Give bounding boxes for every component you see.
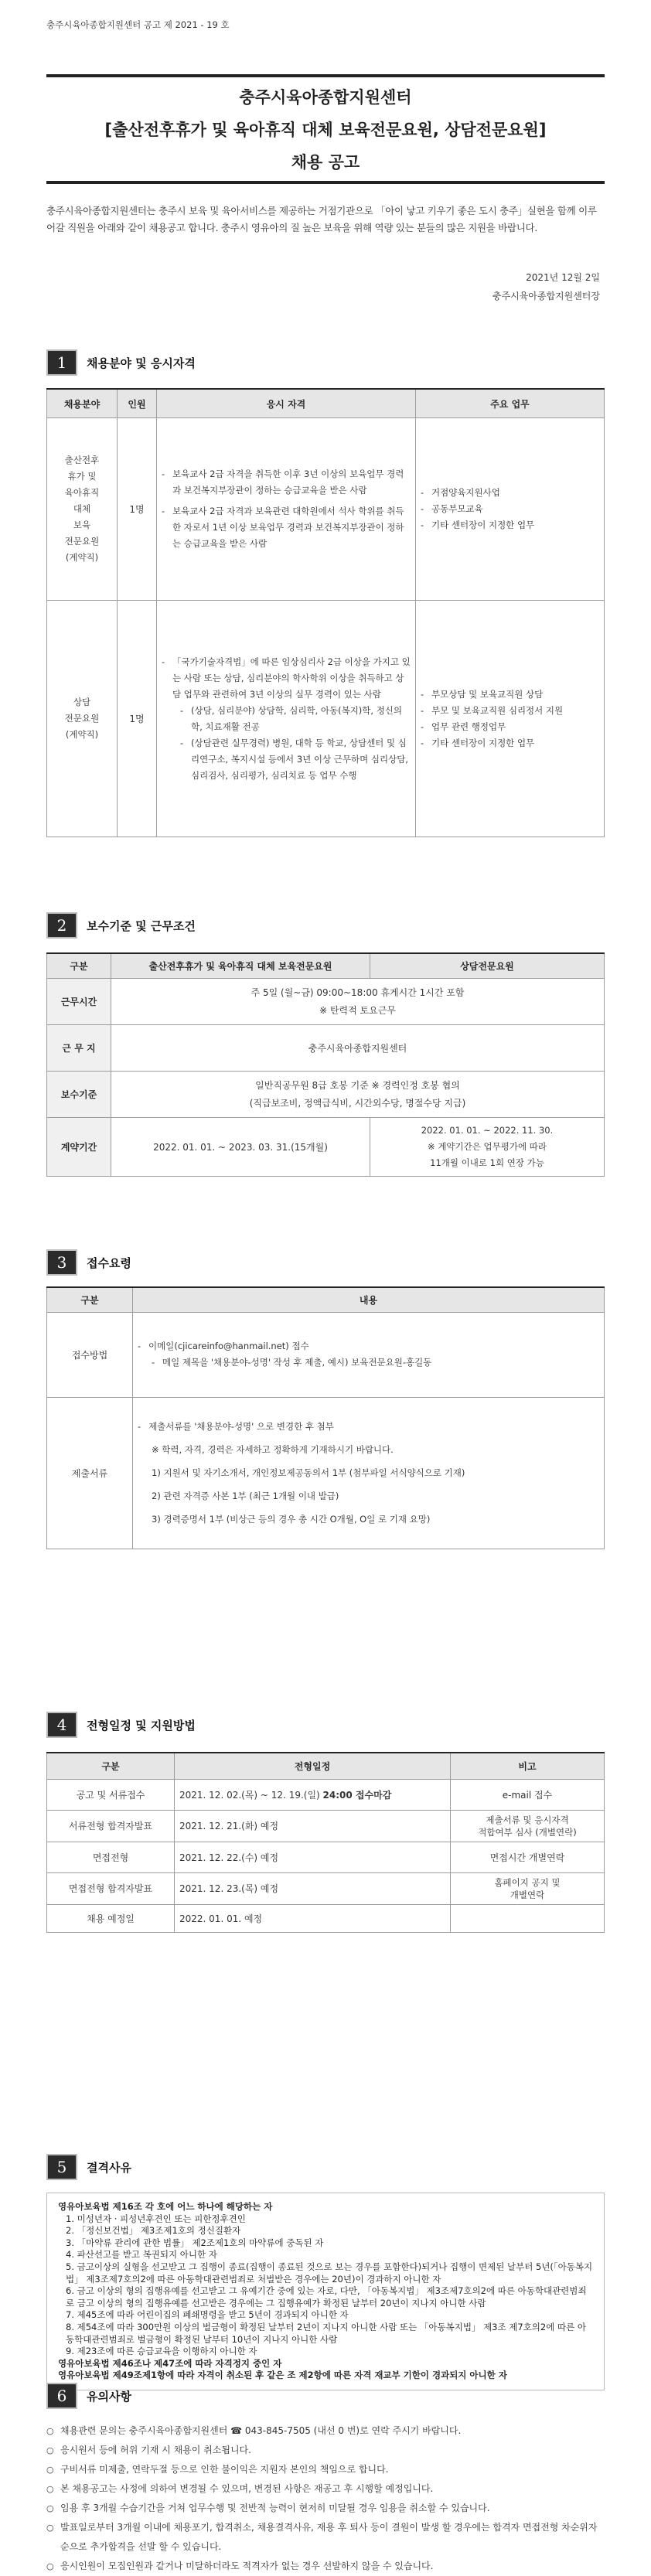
docs-line: - 제출서류를 '채용분야-성명' 으로 변경한 후 첨부 xyxy=(138,1415,599,1438)
reason-item: 8. 제54조에 따라 300만원 이상의 벌금형이 확정된 날부터 2년이 지나지 아니한 사람 또는 「아동복지법」 제3조 제7호의2에 따른 아동학대관련범죄로 벌금형이 확정된 날부터 10년이 지나지 아니한 사람 xyxy=(66,2321,586,2345)
duty-item: - 기타 센터장이 지정한 업무 xyxy=(421,517,599,533)
col-header: 구분 xyxy=(47,953,111,978)
section-5-header xyxy=(46,2154,131,2180)
section-title: 결격사유 xyxy=(87,2160,131,2175)
note-item: ○ 임용 후 3개월 수습기간을 거쳐 업무수행 및 전반적 능력이 현저히 미달될 경우 임용을 취소할 수 있습니다. xyxy=(46,2499,605,2518)
row-label: 근무시간 xyxy=(47,978,111,1024)
reason-item: 6. 금고 이상의 형의 집행유예를 선고받고 그 유예기간 중에 있는 자로, 다만, 「아동복지법」 제3조제7호의2에 따른 아동학대관련범죄로 금고 이상의 형의 집행유예를 선고받은 경우에는 그 집행유예가 확정된 날부터 20년이 지나지 아니한 사람 xyxy=(66,2285,587,2309)
stage-note: 제출서류 및 응시자격 적합여부 심사 (개별연락) xyxy=(451,1810,605,1842)
table-row xyxy=(47,1312,605,1397)
docs-cell xyxy=(133,1397,605,1549)
qualification-item: - (상담, 심리분야) 상담학, 심리학, 아동(복지)학, 정신의학, 치료재활 전공 xyxy=(180,703,411,735)
work-hours-note: ※ 탄력적 토요근무 xyxy=(319,1005,396,1016)
title-line-2: [출산전후휴가 및 육아휴직 대체 보육전문요원, 상담전문요원] xyxy=(104,121,547,139)
period-b-cell xyxy=(370,1117,605,1176)
table-row xyxy=(47,1024,605,1071)
stage-note: 홈페이지 공지 및 개별연락 xyxy=(451,1872,605,1904)
signer: 충주시육아종합지원센터장 xyxy=(492,291,600,302)
note-item: ○ 발표일로부터 3개월 이내에 채용포기, 합격취소, 채용결격사유, 재용 후 퇴사 등이 결원이 발생 할 경우에는 합격자 면접전형 차순위자 순으로 추가합격을 선발 할 수 있습니다. xyxy=(46,2518,605,2557)
stage-note: e-mail 접수 xyxy=(451,1779,605,1810)
qualification-cell xyxy=(157,601,416,837)
work-hours-cell xyxy=(111,978,605,1024)
qualification-item: - 「국가기술자격법」에 따른 임상심리사 2급 이상을 가지고 있는 사람 또는 상담, 심리분야의 학사학위 이상을 취득하고 상담 업무와 관련하여 3년 이상의 실무 경력이 있는 사람 xyxy=(162,654,411,703)
stage-label: 공고 및 서류접수 xyxy=(47,1779,175,1810)
note-item: ○ 응시인원이 모집인원과 같거나 미달하더라도 적격자가 없는 경우 선발하지 않을 수 있습니다. xyxy=(46,2557,605,2576)
table-row xyxy=(47,1842,605,1872)
intro-paragraph: 충주시육아종합지원센터는 충주시 보육 및 육아서비스를 제공하는 거점기관으로 「아이 낳고 키우기 좋은 도시 충주」실현을 함께 이루어갈 직원을 아래와 같이 채용공고 합니다. 충주시 영유아의 질 높은 보육을 위해 역량 있는 분들의 많은 지원을 바랍니다. xyxy=(46,205,597,233)
col-header: 내용 xyxy=(133,1287,605,1312)
table-row xyxy=(47,601,605,837)
section-4-header xyxy=(46,1712,196,1738)
field-name: 출산전후 휴가 및 육아휴직 대체 보육 전문요원 (계약직) xyxy=(47,418,118,601)
section-number: 1 xyxy=(46,349,77,376)
table-row xyxy=(47,1117,605,1176)
section-2-header xyxy=(46,912,196,939)
section-title: 유의사항 xyxy=(87,2389,131,2404)
field-name: 상담 전문요원 (계약직) xyxy=(47,601,118,837)
application-table xyxy=(46,1286,605,1549)
method-cell xyxy=(133,1312,605,1397)
reason-item: 7. 제45조에 따라 어린이집의 폐쇄명령을 받고 5년이 경과되지 아니한 자 xyxy=(66,2309,349,2321)
period-b-note: ※ 계약기간은 업무평가에 따라 xyxy=(428,1140,547,1152)
col-header: 응시 자격 xyxy=(157,389,416,418)
col-header: 상담전문요원 xyxy=(370,953,605,978)
stage-note: 면접시간 개별연락 xyxy=(451,1842,605,1872)
reason-item: 1. 미성년자 · 피성년후견인 또는 피한정후견인 xyxy=(66,2213,246,2224)
duty-item: - 업무 관련 행정업무 xyxy=(421,719,599,735)
title-line-3: 채용 공고 xyxy=(291,153,360,172)
salary-note: (직급보조비, 정액급식비, 시간외수당, 명절수당 지급) xyxy=(249,1098,466,1109)
schedule-deadline: 24:00 접수마감 xyxy=(322,1789,392,1801)
title-line-1: 충주시육아종합지원센터 xyxy=(239,88,412,107)
section-title: 접수요령 xyxy=(87,1256,131,1270)
col-header: 구분 xyxy=(47,1753,175,1779)
section-number: 3 xyxy=(46,1249,77,1276)
stage-label: 서류전형 합격자발표 xyxy=(47,1810,175,1842)
section-6-header xyxy=(46,2383,131,2409)
reason-item: 2. 「정신보건법」 제3조제1호의 정신질환자 xyxy=(66,2225,241,2237)
schedule-date: 2021. 12. 22.(수) 예정 xyxy=(175,1842,451,1872)
row-label: 근 무 지 xyxy=(47,1024,111,1071)
period-b: 2022. 01. 01. ~ 2022. 11. 30. xyxy=(421,1124,554,1136)
section-title: 채용분야 및 응시자격 xyxy=(87,356,196,370)
col-header: 출산전후휴가 및 육아휴직 대체 보육전문요원 xyxy=(111,953,370,978)
col-header: 인원 xyxy=(118,389,157,418)
stage-label: 면접전형 xyxy=(47,1842,175,1872)
docs-item: 1) 지원서 및 자기소개서, 개인정보제공동의서 1부 (첨부파일 서식양식으로 기재) xyxy=(152,1467,465,1478)
col-header: 채용분야 xyxy=(47,389,118,418)
row-label: 제출서류 xyxy=(47,1397,133,1549)
schedule-cell xyxy=(175,1779,451,1810)
qualification-sublist xyxy=(162,703,411,784)
reason-head: 영유아보육법 제16조 각 호에 어느 하나에 해당하는 자 xyxy=(58,2201,273,2212)
reason-tail: 영유아보육법 제46조나 제47조에 따라 자격정지 중인 자 xyxy=(58,2357,282,2369)
note-item: ○ 응시원서 등에 허위 기재 시 채용이 취소됩니다. xyxy=(46,2441,605,2460)
duty-cell xyxy=(416,601,605,837)
work-hours: 주 5일 (월~금) 09:00~18:00 휴게시간 1시간 포함 xyxy=(251,987,465,998)
reason-item: 5. 금고이상의 실형을 선고받고 그 집행이 종료(집행이 종료된 것으로 보는 경우를 포함한다)되거나 집행이 면제된 날부터 5년(「아동복지법」 제3조제7호의2에 따른 아동학대관련범죄로 처벌받은 경우에는 20년)이 경과하지 아니한 자 xyxy=(66,2261,593,2285)
col-header: 주요 업무 xyxy=(416,389,605,418)
reason-tail: 영유아보육법 제49조제1항에 따라 자격이 취소된 후 같은 조 제2항에 따른 자격 재교부 기한이 경과되지 아니한 자 xyxy=(58,2370,507,2381)
col-header: 비고 xyxy=(451,1753,605,1779)
table-row xyxy=(47,1397,605,1549)
row-label: 계약기간 xyxy=(47,1117,111,1176)
col-header: 전형일정 xyxy=(175,1753,451,1779)
salary-table xyxy=(46,952,605,1177)
headcount: 1명 xyxy=(118,418,157,601)
recruit-table xyxy=(46,388,605,837)
headcount: 1명 xyxy=(118,601,157,837)
duty-cell xyxy=(416,418,605,601)
schedule-date: 2022. 01. 01. 예정 xyxy=(175,1904,451,1932)
disqualification-box xyxy=(46,2193,605,2390)
section-title: 전형일정 및 지원방법 xyxy=(87,1718,196,1733)
note-item: ○ 채용관련 문의는 충주시육아종합지원센터 ☎ 043-845-7505 (내선 0 번)로 연락 주시기 바랍니다. xyxy=(46,2421,605,2441)
period-b-note: 11개월 이내로 1회 연장 가능 xyxy=(430,1157,544,1168)
row-label: 접수방법 xyxy=(47,1312,133,1397)
section-number: 5 xyxy=(46,2154,77,2180)
row-label: 보수기준 xyxy=(47,1071,111,1117)
table-row xyxy=(47,418,605,601)
doc-number: 충주시육아종합지원센터 공고 제 2021 - 19 호 xyxy=(46,19,230,30)
table-row xyxy=(47,1071,605,1117)
duty-item: - 부모 및 보육교직원 심리정서 지원 xyxy=(421,703,599,719)
salary-cell xyxy=(111,1071,605,1117)
qualification-item: - 보육교사 2급 자격과 보육관련 대학원에서 석사 학위를 취득한 자로서 1년 이상 보육업무 경력과 보건복지부장관이 정하는 승급교육을 받은 사람 xyxy=(162,503,411,552)
table-row xyxy=(47,1779,605,1810)
table-row xyxy=(47,1872,605,1904)
notes-list xyxy=(46,2421,605,2576)
table-row xyxy=(47,978,605,1024)
qualification-item: - (상담관련 실무경력) 병원, 대학 등 학교, 상담센터 및 심리연구소, 복지시설 등에서 3년 이상 근무하며 심리상담, 심리검사, 심리평가, 심리치료 등 업무 수행 xyxy=(180,735,411,784)
schedule-date: 2021. 12. 23.(목) 예정 xyxy=(175,1872,451,1904)
method-subline xyxy=(138,1354,599,1371)
method-line: - 이메일(cjicareinfo@hanmail.net) 접수 xyxy=(138,1338,599,1354)
docs-item: 3) 경력증명서 1부 (비상근 등의 경우 총 시간 O개월, O일 로 기재 요망) xyxy=(152,1514,431,1525)
docs-note: ※ 학력, 자격, 경력은 자세하고 정확하게 기재하시기 바랍니다. xyxy=(152,1444,394,1455)
reason-item: 3. 「마약류 관리에 관한 법률」 제2조제1호의 마약류에 중독된 자 xyxy=(66,2237,324,2248)
schedule-date: 2021. 12. 21.(화) 예정 xyxy=(175,1810,451,1842)
announcement-date: 2021년 12월 2일 xyxy=(526,272,600,283)
qualification-cell xyxy=(157,418,416,601)
period-a: 2022. 01. 01. ~ 2023. 03. 31.(15개월) xyxy=(111,1117,370,1176)
table-row xyxy=(47,1904,605,1932)
docs-item: 2) 관련 자격증 사본 1부 (최근 1개월 이내 발급) xyxy=(152,1491,339,1501)
qualification-item: - 보육교사 2급 자격을 취득한 이후 3년 이상의 보육업무 경력과 보건복지부장관이 정하는 승급교육을 받은 사람 xyxy=(162,466,411,499)
section-1-header xyxy=(46,349,196,376)
schedule-date: 2021. 12. 02.(목) ~ 12. 19.(일) xyxy=(179,1789,323,1801)
stage-label: 채용 예정일 xyxy=(47,1904,175,1932)
section-number: 6 xyxy=(46,2383,77,2409)
salary: 일반직공무원 8급 호봉 기준 ※ 경력인정 호봉 협의 xyxy=(255,1080,460,1091)
stage-label: 면접전형 합격자발표 xyxy=(47,1872,175,1904)
section-title: 보수기준 및 근무조건 xyxy=(87,918,196,933)
stage-note xyxy=(451,1904,605,1932)
reason-item: 4. 파산선고를 받고 복권되지 아니한 자 xyxy=(66,2249,217,2261)
note-item: ○ 구비서류 미제출, 연락두절 등으로 인한 불이익은 지원자 본인의 책임으로 합니다. xyxy=(46,2460,605,2479)
note-item: ○ 본 채용공고는 사정에 의하여 변경될 수 있으며, 변경된 사항은 재공고 후 시행할 예정입니다. xyxy=(46,2479,605,2499)
section-number: 4 xyxy=(46,1712,77,1738)
work-place: 충주시육아종합지원센터 xyxy=(111,1024,605,1071)
duty-item: - 부모상담 및 보육교직원 상담 xyxy=(421,687,599,703)
schedule-table xyxy=(46,1752,605,1933)
col-header: 구분 xyxy=(47,1287,133,1312)
section-number: 2 xyxy=(46,912,77,939)
title-box xyxy=(46,74,605,184)
table-row xyxy=(47,1810,605,1842)
method-line: - 메일 제목을 '채용분야-성명' 작성 후 제출, 예시) 보육전문요원-홍길동 xyxy=(152,1354,599,1371)
duty-item: - 기타 센터장이 지정한 업무 xyxy=(421,735,599,751)
duty-item: - 거점양육지원사업 xyxy=(421,485,599,501)
duty-item: - 공동부모교육 xyxy=(421,501,599,517)
reason-item: 9. 제23조에 따른 승급교육을 이행하지 아니한 자 xyxy=(66,2346,257,2357)
section-3-header xyxy=(46,1249,131,1276)
